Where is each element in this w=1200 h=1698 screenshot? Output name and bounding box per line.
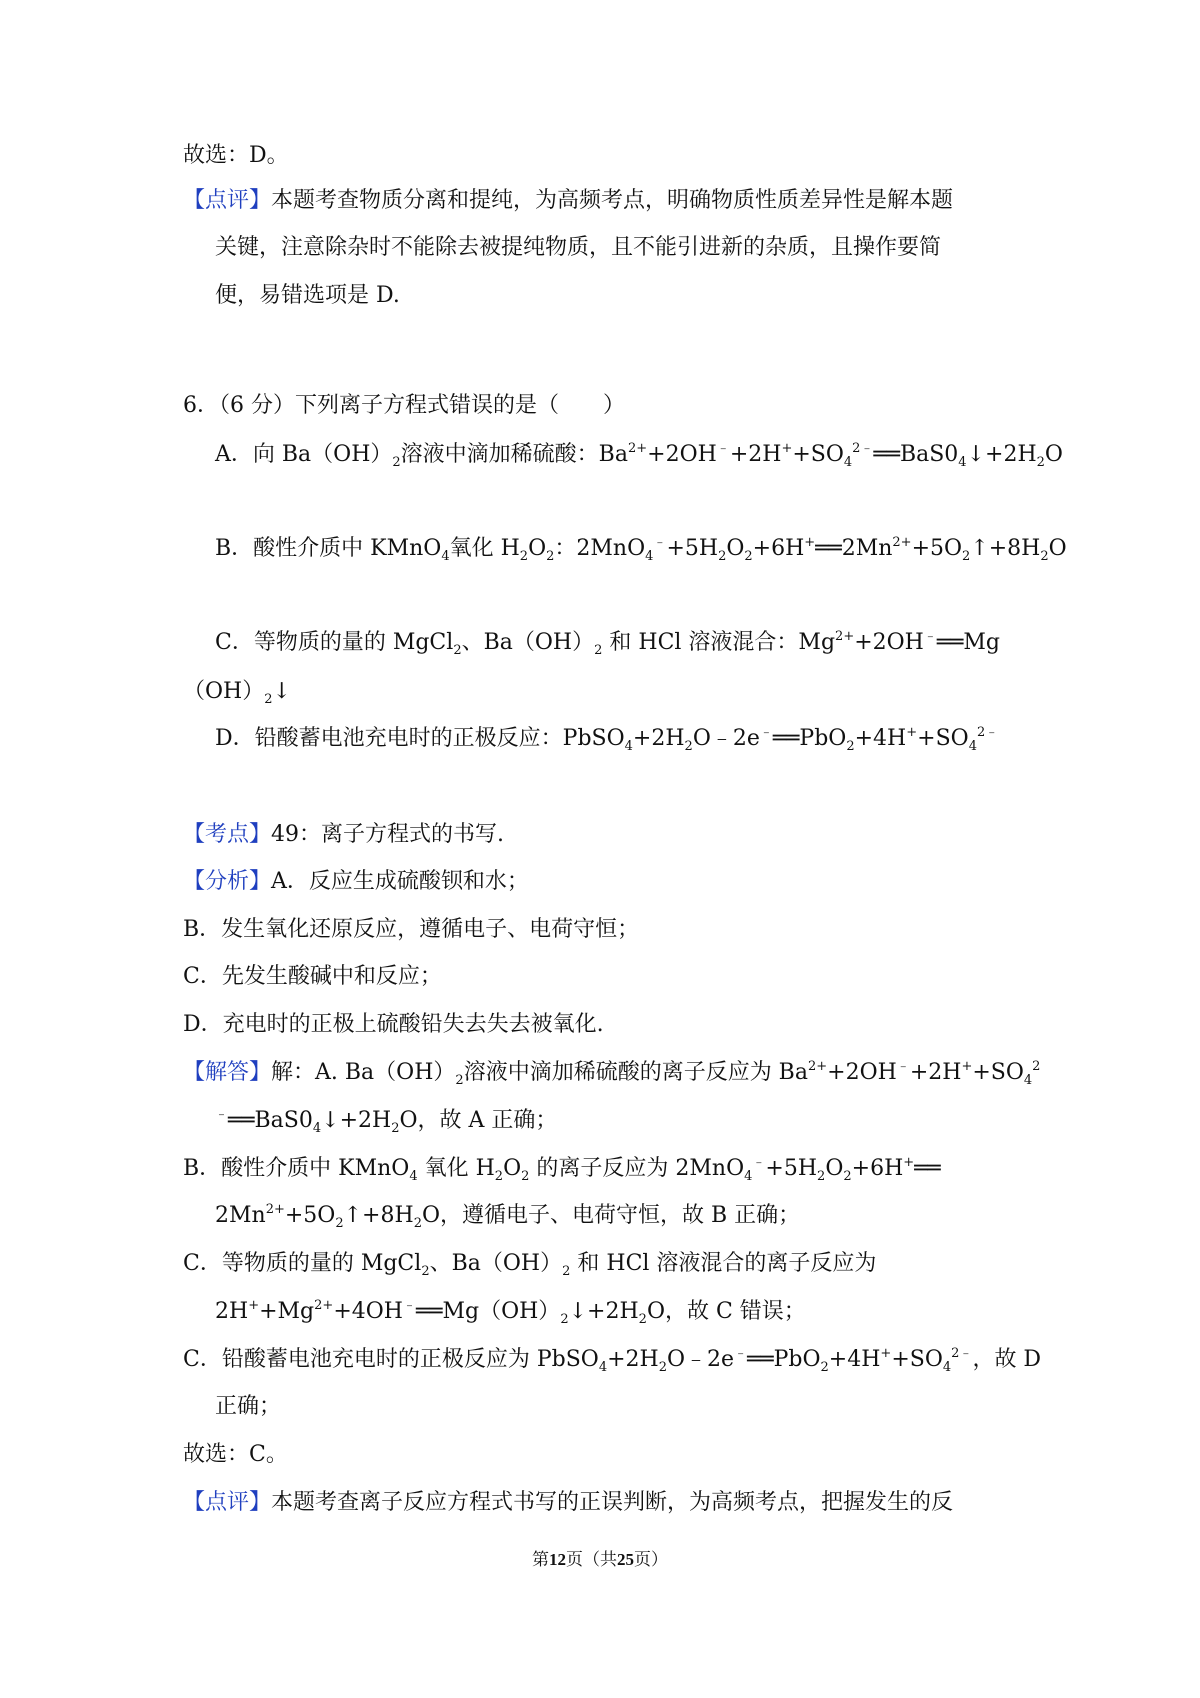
- solution-a-line-2: [215, 1106, 557, 1136]
- fenxi-a: [183, 867, 529, 897]
- solution-b-line-2: [215, 1201, 800, 1231]
- option-a: [215, 440, 1063, 470]
- text: O，遵循电子、电荷守恒，故 B 正确；: [421, 1203, 801, 1228]
- text: B．酸性介质中 KMnO: [183, 1156, 410, 1181]
- solution-d: [183, 1345, 1041, 1375]
- superscript: 2: [1032, 1059, 1041, 1074]
- superscript: ﹣: [896, 1059, 910, 1074]
- superscript: +: [903, 1155, 915, 1170]
- text: +5H: [765, 1156, 818, 1181]
- subscript: 2: [718, 549, 727, 564]
- text: +2OH: [827, 1060, 897, 1085]
- text: +SO: [972, 1060, 1024, 1085]
- kaodian: [183, 820, 504, 850]
- superscript: 2+: [835, 629, 855, 644]
- text: O: [1044, 442, 1063, 467]
- page-footer: [0, 1548, 1200, 1572]
- text: 2Mn: [215, 1203, 266, 1228]
- solution-c: [183, 1249, 876, 1279]
- superscript: 2﹣: [852, 441, 874, 456]
- subscript: 2: [391, 1121, 400, 1136]
- fenxi-c: C．先发生酸碱中和反应；: [183, 964, 442, 989]
- subscript: 4: [744, 1169, 753, 1184]
- option-c-line-2: [183, 677, 291, 707]
- subscript: 2: [594, 643, 603, 658]
- text: +2OH: [647, 442, 717, 467]
- text: ══: [914, 1156, 941, 1181]
- subscript: 4: [942, 1360, 952, 1375]
- solution-answer: 故选：C。: [183, 1442, 288, 1467]
- superscript: +: [961, 1059, 973, 1074]
- text: +2H: [607, 1347, 659, 1372]
- prev-review-line-2: 关键，注意除杂时不能除去被提纯物质，且不能引进新的杂质，且操作要简: [215, 235, 942, 260]
- solution-d-line-2: 正确；: [215, 1394, 282, 1419]
- subscript: 2: [1036, 455, 1045, 470]
- text: ↑+8H: [970, 536, 1041, 561]
- footer-text: 第: [532, 1550, 549, 1570]
- subscript: 4: [441, 549, 450, 564]
- subscript: 4: [312, 1121, 322, 1136]
- text: ↓+2H: [966, 442, 1037, 467]
- superscript: 2+: [807, 1059, 828, 1074]
- solution-tag: 【解答】: [183, 1060, 272, 1085]
- footer-text: 页）: [634, 1550, 668, 1570]
- text: 2H: [215, 1299, 249, 1324]
- superscript: ﹣: [923, 629, 937, 644]
- superscript: +: [781, 441, 793, 456]
- text: ，故 D: [972, 1347, 1042, 1372]
- text: ══Mg: [936, 630, 1000, 655]
- subscript: 2: [335, 1216, 344, 1231]
- text: 的离子反应为 2MnO: [529, 1156, 745, 1181]
- superscript: 2﹣: [976, 725, 999, 740]
- text: +2H: [729, 442, 782, 467]
- subscript: 2: [392, 455, 401, 470]
- superscript: 2+: [627, 441, 648, 456]
- review: [183, 1488, 953, 1518]
- review-text: 本题考查离子反应方程式书写的正误判断，为高频考点，把握发生的反: [271, 1490, 954, 1515]
- subscript: 2: [846, 739, 855, 754]
- kaodian-text: 49：离子方程式的书写.: [271, 822, 505, 847]
- text: ══BaS0: [228, 1108, 313, 1133]
- text: +5O: [284, 1203, 336, 1228]
- subscript: 2: [962, 549, 971, 564]
- subscript: 4: [1023, 1073, 1033, 1088]
- subscript: 2: [817, 1169, 826, 1184]
- text: ：2MnO: [554, 536, 646, 561]
- page-number: 12: [549, 1550, 566, 1569]
- subscript: 2: [519, 549, 529, 564]
- text: O﹣2e: [667, 1347, 735, 1372]
- prev-answer: 故选：D。: [183, 143, 289, 168]
- prev-review-line-1: [183, 186, 953, 216]
- text: C．等物质的量的 MgCl: [183, 1251, 422, 1276]
- superscript: ﹣: [215, 1107, 229, 1122]
- text: 、Ba（OH）: [429, 1251, 563, 1276]
- subscript: 2: [455, 1073, 464, 1088]
- subscript: 2: [820, 1360, 829, 1375]
- text: 氧化 H: [417, 1156, 495, 1181]
- text: （OH）: [183, 679, 265, 704]
- text: +SO: [792, 442, 844, 467]
- text: C．铅酸蓄电池充电时的正极反应为 PbSO: [183, 1347, 599, 1372]
- subscript: 2: [638, 1312, 647, 1327]
- solution-b: [183, 1154, 941, 1184]
- text: 氧化 H: [449, 536, 520, 561]
- subscript: 2: [413, 1216, 422, 1231]
- text: 溶液中滴加稀硫酸的离子反应为 Ba: [463, 1060, 808, 1085]
- text: D．铅酸蓄电池充电时的正极反应：PbSO: [215, 726, 625, 751]
- text: +6H: [851, 1156, 904, 1181]
- review-tag: 【点评】: [183, 188, 272, 213]
- superscript: ﹣: [716, 441, 730, 456]
- superscript: ﹣: [734, 1346, 748, 1361]
- total-pages: 25: [617, 1550, 634, 1569]
- text: +2OH: [854, 630, 924, 655]
- subscript: 4: [843, 455, 853, 470]
- question-stem: 6．（6 分）下列离子方程式错误的是（ ）: [183, 393, 625, 418]
- text: +SO: [917, 726, 969, 751]
- subscript: 4: [958, 455, 967, 470]
- subscript: 2: [494, 1169, 504, 1184]
- text: O: [726, 536, 745, 561]
- text: O，故 C 错误；: [646, 1299, 806, 1324]
- text: +5H: [666, 536, 719, 561]
- subscript: 4: [645, 549, 654, 564]
- subscript: 2: [264, 692, 273, 707]
- text: O: [528, 536, 547, 561]
- subscript: 2: [560, 1312, 569, 1327]
- superscript: 2+: [892, 535, 912, 550]
- superscript: 2﹣: [951, 1346, 973, 1361]
- text: 溶液中滴加稀硫酸：Ba: [400, 442, 628, 467]
- text: +5O: [911, 536, 963, 561]
- text: O﹣2e: [692, 726, 760, 751]
- text: ↓+2H: [568, 1299, 639, 1324]
- subscript: 2: [421, 1264, 430, 1279]
- subscript: 2: [562, 1264, 571, 1279]
- superscript: ﹣: [759, 725, 773, 740]
- subscript: 4: [968, 739, 977, 754]
- fenxi-d: D．充电时的正极上硫酸铅失去失去被氧化.: [183, 1012, 604, 1037]
- fenxi-text: A．反应生成硫酸钡和水；: [271, 869, 529, 894]
- text: 和 HCl 溶液混合的离子反应为: [570, 1251, 877, 1276]
- subscript: 2: [658, 1360, 668, 1375]
- text: +6H: [752, 536, 805, 561]
- text: ↓: [272, 679, 291, 704]
- text: +4H: [854, 726, 907, 751]
- fenxi-tag: 【分析】: [183, 869, 272, 894]
- text: ══PbO: [747, 1347, 821, 1372]
- subscript: 2: [744, 549, 753, 564]
- subscript: 4: [598, 1360, 608, 1375]
- superscript: ﹣: [752, 1155, 766, 1170]
- superscript: ﹣: [653, 535, 667, 550]
- text: +Mg: [259, 1299, 315, 1324]
- subscript: 2: [453, 643, 462, 658]
- text: B．酸性介质中 KMnO: [215, 536, 442, 561]
- superscript: 2+: [314, 1298, 334, 1313]
- subscript: 4: [624, 739, 633, 754]
- text: O: [1048, 536, 1067, 561]
- subscript: 4: [409, 1169, 418, 1184]
- fenxi-b: B．发生氧化还原反应，遵循电子、电荷守恒；: [183, 917, 640, 942]
- superscript: +: [804, 535, 816, 550]
- text: A．向 Ba（OH）: [215, 442, 393, 467]
- kaodian-tag: 【考点】: [183, 822, 272, 847]
- subscript: 2: [1040, 549, 1049, 564]
- superscript: +: [906, 725, 918, 740]
- review-tag: 【点评】: [183, 1490, 272, 1515]
- superscript: ﹣: [402, 1298, 416, 1313]
- option-b: [215, 534, 1067, 564]
- text: 解：A. Ba（OH）: [271, 1060, 456, 1085]
- text: +2H: [632, 726, 685, 751]
- text: ══Mg（OH）: [415, 1299, 561, 1324]
- text: +SO: [891, 1347, 943, 1372]
- subscript: 2: [546, 549, 555, 564]
- superscript: +: [880, 1346, 892, 1361]
- solution-c-line-2: [215, 1297, 806, 1327]
- option-d: [215, 724, 998, 754]
- text: ══BaS0: [873, 442, 959, 467]
- text: +4H: [828, 1347, 881, 1372]
- superscript: +: [248, 1298, 260, 1313]
- text: ↑+8H: [343, 1203, 414, 1228]
- text: +2H: [909, 1060, 962, 1085]
- footer-text: 页（共: [566, 1550, 617, 1570]
- subscript: 2: [843, 1169, 852, 1184]
- text: C．等物质的量的 MgCl: [215, 630, 454, 655]
- subscript: 2: [521, 1169, 530, 1184]
- text: O，故 A 正确；: [399, 1108, 558, 1133]
- text: O: [825, 1156, 844, 1181]
- text: ↓+2H: [321, 1108, 392, 1133]
- review-text: 本题考查物质分离和提纯，为高频考点，明确物质性质差异性是解本题: [271, 188, 954, 213]
- text: 和 HCl 溶液混合：Mg: [602, 630, 836, 655]
- text: ══PbO: [772, 726, 847, 751]
- prev-review-line-3: 便，易错选项是 D.: [215, 283, 400, 308]
- text: 、Ba（OH）: [461, 630, 595, 655]
- text: +4OH: [333, 1299, 403, 1324]
- option-c: [215, 628, 1000, 658]
- subscript: 2: [684, 739, 693, 754]
- superscript: 2+: [265, 1202, 285, 1217]
- text: ══2Mn: [815, 536, 893, 561]
- text: O: [503, 1156, 522, 1181]
- solution-a: [183, 1058, 1040, 1088]
